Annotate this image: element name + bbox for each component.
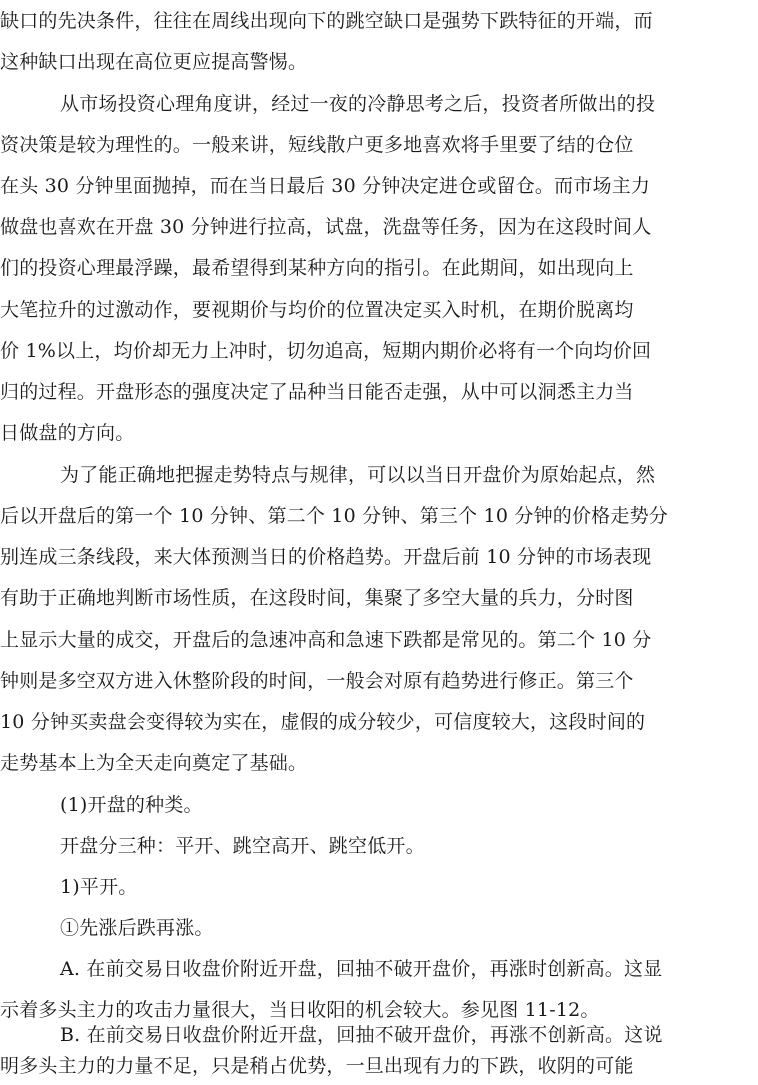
text-line: 钟则是多空双方进入休整阶段的时间，一般会对原有趋势进行修正。第三个 <box>0 670 634 692</box>
text-line: 别连成三条线段，来大体预测当日的价格趋势。开盘后前 10 分钟的市场表现 <box>0 546 652 568</box>
text-line: 从市场投资心理角度讲，经过一夜的冷静思考之后，投资者所做出的投 <box>60 93 656 115</box>
text-line: 这种缺口出现在高位更应提高警惕。 <box>0 51 308 73</box>
text-line: 10 分钟买卖盘会变得较为实在，虚假的成分较少，可信度较大，这段时间的 <box>0 711 646 733</box>
text-line: 走势基本上为全天走向奠定了基础。 <box>0 752 308 774</box>
text-line: 明多头主力的力量不足，只是稍占优势，一旦出现有力的下跌，收阴的可能 <box>0 1055 634 1077</box>
text-line: 1)平开。 <box>60 876 138 898</box>
text-line: 资决策是较为理性的。一般来讲，短线散户更多地喜欢将手里要了结的仓位 <box>0 134 634 156</box>
text-line: 开盘分三种：平开、跳空高开、跳空低开。 <box>60 835 425 857</box>
text-line: 为了能正确地把握走势特点与规律，可以以当日开盘价为原始起点，然 <box>60 464 656 486</box>
text-line: 们的投资心理最浮躁，最希望得到某种方向的指引。在此期间，如出现向上 <box>0 257 634 279</box>
text-line: A. 在前交易日收盘价附近开盘，回抽不破开盘价，再涨时创新高。这显 <box>60 958 663 980</box>
text-line: 归的过程。开盘形态的强度决定了品种当日能否走强，从中可以洞悉主力当 <box>0 381 634 403</box>
text-line: 后以开盘后的第一个 10 分钟、第二个 10 分钟、第三个 10 分钟的价格走势分 <box>0 505 668 527</box>
text-line: 价 1%以上，均价却无力上冲时，切勿追高，短期内期价必将有一个向均价回 <box>0 340 652 362</box>
text-line: 有助于正确地判断市场性质，在这段时间，集聚了多空大量的兵力，分时图 <box>0 587 634 609</box>
text-line: 做盘也喜欢在开盘 30 分钟进行拉高，试盘，洗盘等任务，因为在这段时间人 <box>0 216 652 238</box>
text-line: 在头 30 分钟里面抛掉，而在当日最后 30 分钟决定进仓或留仓。而市场主力 <box>0 175 651 197</box>
text-line: 大笔拉升的过激动作，要视期价与均价的位置决定买入时机，在期价脱离均 <box>0 299 634 321</box>
text-line: B. 在前交易日收盘价附近开盘，回抽不破开盘价，再涨不创新高。这说 <box>60 1024 663 1046</box>
text-line: ①先涨后跌再涨。 <box>60 917 214 939</box>
text-line: 缺口的先决条件，往往在周线出现向下的跳空缺口是强势下跌特征的开端，而 <box>0 10 653 32</box>
text-line: 日做盘的方向。 <box>0 422 135 444</box>
text-line: (1)开盘的种类。 <box>60 794 203 816</box>
text-line: 示着多头主力的攻击力量很大，当日收阳的机会较大。参见图 11-12。 <box>0 999 600 1021</box>
text-line: 上显示大量的成交，开盘后的急速冲高和急速下跌都是常见的。第二个 10 分 <box>0 629 652 651</box>
